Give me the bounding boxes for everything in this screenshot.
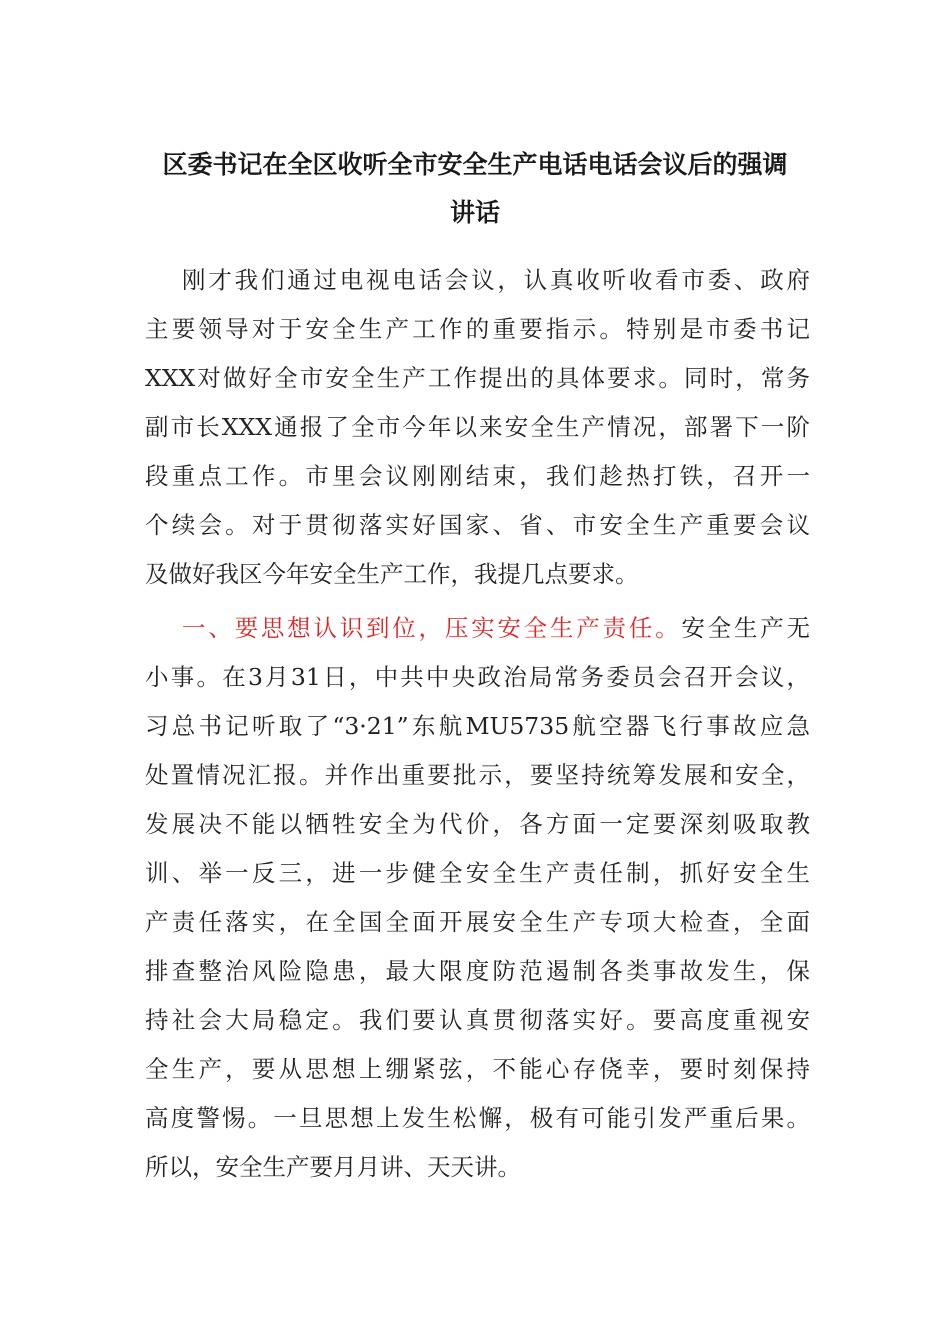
paragraph-2-line-1 bbox=[182, 608, 810, 648]
paragraph-2-line-8: 排查整治风险隐患，最大限度防范遏制各类事故发生，保 bbox=[145, 957, 810, 985]
paragraph-2-line-1-rest: 安全生产无 bbox=[681, 614, 811, 642]
paragraph-2-line-7: 产责任落实，在全国全面开展安全生产专项大检查，全面 bbox=[145, 908, 810, 936]
paragraph-2-line-5: 发展决不能以牺牲安全为代价，各方面一定要深刻吸取教 bbox=[145, 810, 810, 838]
paragraph-2-line-3: 习总书记听取了“3·21”东航MU5735航空器飞行事故应急 bbox=[145, 712, 810, 740]
paragraph-1-line-5: 段重点工作。市里会议刚刚结束，我们趁热打铁，召开一 bbox=[145, 462, 810, 490]
paragraph-2-line-12: 所以，安全生产要月月讲、天天讲。 bbox=[145, 1153, 521, 1181]
paragraph-2-line-6: 训、举一反三，进一步健全安全生产责任制，抓好安全生 bbox=[145, 859, 810, 887]
paragraph-2-line-10: 全生产，要从思想上绷紧弦，不能心存侥幸，要时刻保持 bbox=[145, 1055, 810, 1083]
paragraph-2-line-11: 高度警惕。一旦思想上发生松懈，极有可能引发严重后果。 bbox=[145, 1104, 810, 1132]
section-heading-1: 一、要思想认识到位，压实安全生产责任。 bbox=[182, 614, 682, 642]
paragraph-1-line-1: 刚才我们通过电视电话会议，认真收听收看市委、政府 bbox=[182, 266, 810, 294]
paragraph-1-line-3: XXX对做好全市安全生产工作提出的具体要求。同时，常务 bbox=[145, 364, 810, 392]
document-title-line-2: 讲话 bbox=[449, 198, 500, 227]
paragraph-1-line-7: 及做好我区今年安全生产工作，我提几点要求。 bbox=[145, 560, 639, 588]
paragraph-1-line-2: 主要领导对于安全生产工作的重要指示。特别是市委书记 bbox=[145, 315, 810, 343]
paragraph-1-line-6: 个续会。对于贯彻落实好国家、省、市安全生产重要会议 bbox=[145, 511, 810, 539]
document-title-line-1: 区委书记在全区收听全市安全生产电话电话会议后的强调 bbox=[162, 150, 788, 179]
paragraph-1-line-4: 副市长XXX通报了全市今年以来安全生产情况，部署下一阶 bbox=[145, 413, 810, 441]
paragraph-2-line-4: 处置情况汇报。并作出重要批示，要坚持统筹发展和安全， bbox=[145, 761, 810, 789]
paragraph-2-line-2: 小事。在3月31日，中共中央政治局常务委员会召开会议， bbox=[145, 663, 810, 691]
paragraph-2-line-9: 持社会大局稳定。我们要认真贯彻落实好。要高度重视安 bbox=[145, 1006, 810, 1034]
